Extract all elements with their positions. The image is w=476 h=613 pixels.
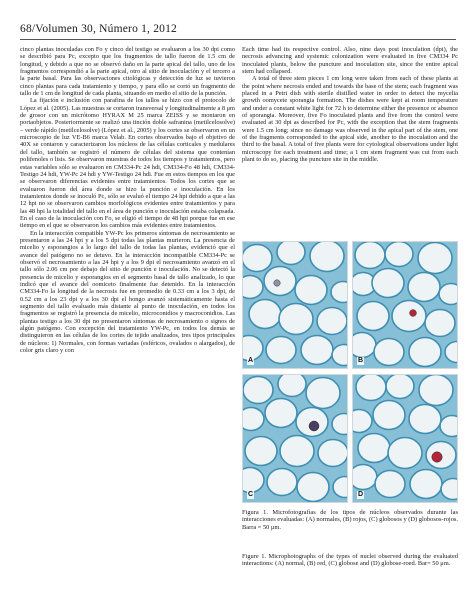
- micrograph-d-image: [353, 375, 458, 503]
- micrograph-panel-d: [352, 374, 458, 503]
- micrograph-panel-c: [242, 374, 348, 503]
- plant-cell: [318, 440, 348, 467]
- micrograph-a-image: [243, 242, 348, 369]
- plant-cell: [249, 300, 281, 329]
- panel-label-d: D: [358, 491, 364, 498]
- plant-cell: [353, 465, 377, 490]
- plant-cell: [372, 269, 404, 298]
- plant-cell: [310, 242, 344, 272]
- cell-nucleus: [309, 421, 319, 431]
- cell-nucleus: [274, 280, 280, 286]
- plant-cell: [264, 267, 296, 296]
- plant-cell: [358, 434, 390, 463]
- plant-cell: [243, 468, 264, 493]
- plant-cell: [243, 408, 264, 431]
- plant-cell: [419, 375, 453, 406]
- plant-cell: [243, 245, 272, 272]
- plant-cell: [353, 410, 372, 433]
- plant-cell: [374, 339, 404, 366]
- right-paragraph-2: A total of three stem pieces 1 cm long were taken from each of these plants at the point where necrosis ended and towards the base of the stem; each fragment was placed in a Petri dish with sterile distilled water in order to detect the mycelia growth oomycete sporangia formation. The dishes were kept at room temperature and under a constant white light for 72 h to determine either the presence or absence of sporangia. Moreover, five Fo inoculated plants and five from the control were evaluated at 30 dpi as described for Pc, with the exception that the stem fragments were 1.5 cm long; since no damage was observed in the apical part of the stem, one of the fragments corresponded to the apical side, another to the inoculation and the third to the basal. A total of five plants were for cytological observations under light microscopy for each treatment and time; a 1 cm stem fragment was cut from each plant to do so, placing the puncture site in the middle.: [242, 75, 458, 164]
- plant-cell: [357, 302, 389, 331]
- plant-cell: [265, 399, 297, 428]
- plant-cell: [388, 438, 422, 469]
- right-paragraph-1: Each time had its respective control. Also, nine days post inoculation (dpi), the necrosis advancing and systemic colonization were evaluated in five CM334 Pc inoculated plants, below the puncture and inoculation site, since the entire apical stem had collapsed.: [242, 46, 458, 76]
- plant-cell: [392, 301, 426, 332]
- plant-cell: [267, 469, 297, 496]
- plant-cell: [332, 345, 348, 366]
- plant-cell: [356, 375, 386, 401]
- left-paragraph-1: cinco plantas inoculadas con Fo y cinco del testigo se evaluaron a los 30 dpi como se describió para Pc, excepto que los fragmentos de tallo fueron de 1.5 cm de longitud, y debido a que no se observó daño en la parte apical del tallo, uno de los fragmentos correspondió a la parte apical, otro al sitio de inoculación y el tercero a la parte basal. Para las observaciones citológicas y detección de luz se tuvieron cinco plantas para cada tratamiento y tiempo, y para ello se cortó un fragmento de tallo de 1 cm de longitud de cada planta, situando en medio el sitio de la punción.: [20, 46, 235, 98]
- figure-1: [242, 241, 458, 503]
- plant-cell: [386, 375, 414, 399]
- plant-cell: [373, 401, 405, 430]
- plant-cell: [280, 436, 314, 467]
- panel-label-a: A: [248, 357, 254, 364]
- plant-cell: [331, 282, 348, 303]
- cell-nucleus: [432, 452, 442, 462]
- plant-cell: [375, 471, 405, 498]
- plant-cell: [295, 276, 327, 305]
- plant-cell: [425, 310, 455, 337]
- micrograph-panel-a: [242, 241, 348, 369]
- plant-cell: [353, 333, 376, 358]
- left-paragraph-2: La fijación e inclusión con parafina de los tallos se hizo con el protocolo de López et al. (2005). Las muestras se cortaron transversal y longitudinalmente a 8 μm de grosor con un micrótomo HYRAX M 25 marca ZEISS y se montaron en portaobjetos. Posteriormente se realizó una tinción doble safranina (metilcelosolve) – verde rápido (metilcelosolve) (López et al., 2005) y los cortes se observaron en un microscopio de luz VE-B6 marca Velab. En cortes observados bajo el objetivo de 40X se contaron y caracterizaron los núcleos de las células corticales y medulares del tallo, también se registró el número de células del sistema que contenían polifenoles o lisis. Se observaron muestras de todos los tiempos y tratamientos, pero estas variables sólo se evaluaron en CM334-Pc 24 hdi, CM334-Fo 48 hdi, CM334-Testigo 24 hdi, YW-Pc 24 hdi y YW-Testigo 24 hdi. Fue en estos tiempos en los que se observaron diferencias evidentes entre tratamientos. Todos los cortes que se evaluaron fueron del área donde se hizo la punción e inoculación. En los tratamientos donde se inoculó Pc, sólo se evaluó el tiempo 24 hpi debido a que a las 12 hpi no se observaron cambios morfológicos evidentes entre tratamientos y para las 48 hpi la totalidad del tallo en el área de punción e inoculación estaba colapsada. En el caso de la inoculación con Fo, se eligió el tiempo de 48 hpi porque fue en ese tiempo en el que se observaron los cambios más evidentes entre tratamientos.: [20, 97, 235, 230]
- plant-cell: [243, 276, 263, 299]
- plant-cell: [385, 242, 413, 267]
- panel-label-b: B: [358, 357, 364, 364]
- plant-cell: [301, 336, 333, 365]
- plant-cell: [243, 377, 273, 404]
- plant-cell: [408, 273, 440, 302]
- plant-cell: [297, 473, 329, 502]
- right-column: [242, 46, 458, 238]
- plant-cell: [409, 338, 441, 367]
- left-column: [20, 46, 235, 594]
- plant-cell: [440, 416, 458, 437]
- running-head: [20, 18, 456, 40]
- plant-cell: [332, 414, 348, 435]
- plant-cell: [317, 308, 347, 335]
- plant-cell: [441, 479, 458, 500]
- micrograph-c-image: [243, 375, 348, 503]
- plant-cell: [277, 242, 305, 265]
- panel-label-c: C: [248, 491, 254, 498]
- left-paragraph-3: En la interacción compatible YW-Pc los primeros síntomas de necrosamiento se presentaron a las 24 hpi y a los 5 dpi todas las plantas murieron. La presencia de micelio y esporangios a lo largo del tallo de todas las plantas, evidenció que el avance del patógeno no se detuvo. En la interacción incompatible CM334-Pc se observó el necrosamiento a las 24 hpi y a los 9 dpi el necrosamiento avanzó en el tallo sólo 2.06 cm por debajo del sitio de punción e inoculación. No se detectó la presencia de micelio y esporangios en el segmento basal de tallo analizado, lo que indicó que el avance del oomiceto finalmente fue detenido. En la interacción CM334-Fo la longitud de la necrosis fue en promedio de 0.33 cm a los 3 dpi, de 0.52 cm a los 23 dpi y a los 30 dpi el hongo avanzó sistemáticamente hasta el segmento del tallo evaluado más distante al punto de inoculación, en todos los fragmentos se registró la presencia de micelio, microconidios y macroconidios. Las plantas testigo a los 30 dpi no presentaron síntomas de necrosamiento o signos de algún patógeno. Con excepción del tratamiento YW-Pc, en todos los demás se distinguieron en las células de los cortes de tejido analizados, tres tipos principales de núcleos: 1) Normales, con formas variadas (esféricos, ovalados o alargados), de color gris claro y con: [20, 229, 235, 355]
- plant-cell: [409, 405, 441, 434]
- plant-cell: [439, 284, 458, 305]
- plant-cell: [355, 242, 385, 269]
- plant-cell: [266, 337, 296, 364]
- plant-cell: [418, 243, 452, 274]
- figure-caption-spanish: Figura 1. Microfotografías de los tipos de núcleos observados durante las interacciones evaluadas: (A) normales, (B) rojos, (C) globosos y (D) globosos-rojos. Barra = 50 μm.: [242, 509, 458, 531]
- cell-nucleus: [410, 310, 417, 317]
- plant-cell: [245, 437, 277, 466]
- figure-caption-english: Figure 1. Microphotographs of the types of nuclei observed during the evaluated interactions: (A) normal, (B) red, (C) globose and (D) globose-roed. Bar= 50 μm.: [242, 553, 458, 568]
- header-rule: [20, 39, 456, 40]
- running-head-text: 68/Volumen 30, Número 1, 2012: [20, 23, 177, 35]
- plant-cell: [278, 375, 306, 397]
- micrograph-b-image: [353, 242, 458, 369]
- micrograph-panel-b: [352, 241, 458, 369]
- plant-cell: [279, 304, 313, 335]
- plant-cell: [306, 378, 340, 409]
- plant-cell: [410, 470, 442, 499]
